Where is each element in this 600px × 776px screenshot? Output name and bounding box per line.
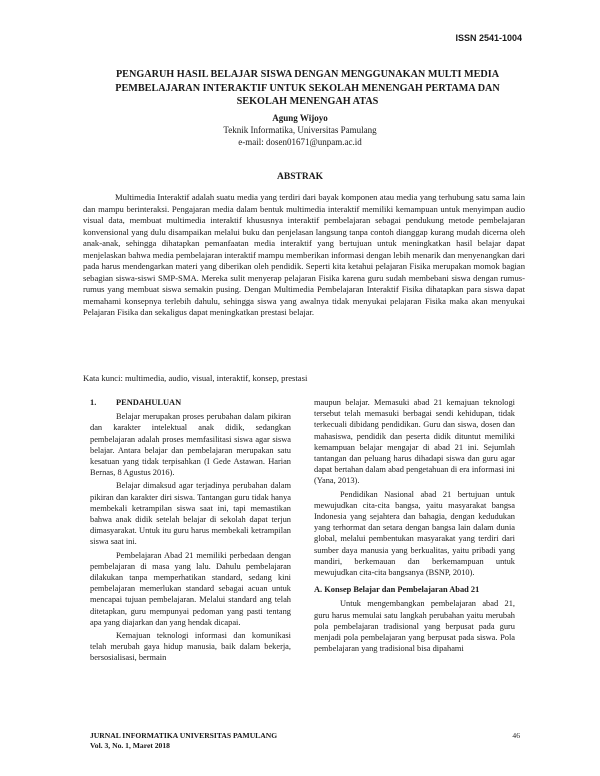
section-heading: [90, 397, 291, 408]
page-number: 46: [512, 731, 520, 740]
paragraph: Belajar merupakan proses perubahan dalam pikiran dan karakter intelektual anak didik, sedangkan pembelajaran adalah proses memfasilitasi siswa agar siswa belajar. Antara belajar dan pembelajaran merupakan satu kesatuan yang tidak terpisahkan (I Gede Astawan. Harian Bernas, 8 Agustus 2016).: [90, 412, 291, 478]
section-title: PENDAHULUAN: [116, 398, 182, 407]
journal-volume: Vol. 3, No. 1, Maret 2018: [90, 741, 170, 750]
left-column: [90, 397, 291, 666]
abstract-text: Multimedia Interaktif adalah suatu media yang terdiri dari bayak komponen atau media yang terhubung satu sama lain dan mampu berinteraksi. Pengajaran media dalam bentuk multimedia interaktif memiliki kemampuan untuk menyimpan audio visual data, membuat multimedia interaktif khususnya interaktif pembelajaran sebagai pendukung metode pembelajaran konvensional yang dulu disampaikan melalui buku dan penjelasan langsung tanpa contoh dianggap kurang mudah dicerna oleh anak-anak, sehingga dihatapkan pemanfaatan media interaktif yang bertujuan untuk meningkatkan hasil belajar dapat menjelaskan bahwa media pembelajaran interaktif mampu memberikan informasi dengan lebih menarik dan menyenangkan dari pada harus mendengarkan materi yang diberikan oleh pendidik. Seperti kita ketahui pelajaran Fisika merupakan momok bagian sebagian siswa-siswi SMP-SMA. Mereka sulit menyerap pelajaran Fisika karena guru sudah membebani siswa dengan rumus-rumus yang membuat siswa semakin pusing. Dengan Multimedia Pembelajaran Interaktif Fisika dihatapkan para siswa dapat memahami konsepnya terlebih dahulu, sehingga siswa yang awalnya tidak menyukai pelajaran Fisika maka akan menyukai Pelajaran Fisika dan sekaligus dapat meningkatkan prestasi belajar.: [83, 192, 525, 317]
paragraph-continued: maupun belajar. Memasuki abad 21 kemajuan teknologi tersebut telah memasuki berbagai sendi kehidupan, tidak terkecuali dibidang pendidikan. Guru dan siswa, dosen dan mahasiswa, pendidik dan peserta didik dituntut memiliki kemampuan belajar mengajar di abad 21 ini. Sejumlah tantangan dan peluang harus dihadapi siswa dan guru agar dapat bertahan dalam abad pengetahuan di era informasi ini (Yana, 2013).: [314, 398, 515, 486]
paragraph: Pendidikan Nasional abad 21 bertujuan untuk mewujudkan cita-cita bangsa, yaitu masyarakat bangsa Indonesia yang sejahtera dan bahagia, dengan kedudukan yang terhormat dan setara dengan bangsa lain dalam dunia global, melalui pembentukan masyarakat yang terdiri dari sumber daya manusia yang berkualitas, yaitu pribadi yang mandiri, berkemauan dan berkemampuan untuk mewujudkan cita-cita bangsanya (BSNP, 2010).: [314, 489, 515, 578]
journal-footer: [90, 731, 520, 751]
right-column: [314, 397, 515, 656]
paragraph: Kemajuan teknologi informasi dan komunikasi telah merubah gaya hidup manusia, baik dalam bekerja, bersosialisasi, bermain: [90, 631, 291, 663]
author-name: Agung Wijoyo: [272, 113, 328, 123]
paragraph: Untuk mengembangkan pembelajaran abad 21, guru harus memulai satu langkah perubahan yaitu merubah pola pembelajaran tradisional yang berpusat pada guru menjadi pola pembelajaran yang berpusat pada siswa. Pola pembelajaran yang tradisional bisa dipahami: [314, 599, 515, 654]
abstract-body: [83, 192, 525, 319]
paragraph: Pembelajaran Abad 21 memiliki perbedaan dengan pembelajaran di masa yang lalu. Dahulu pembelajaran dilakukan tanpa memperhatikan standard, sedang kini pembelajaran memerlukan standard sebagai acuan untuk mencapai tujuan pembelajaran. Melalui standard ang telah ditetapkan, guru mempunyai pedoman yang pasti tentang apa yang diajarkan dan yang hendak dicapai.: [90, 550, 291, 627]
abstract-heading: ABSTRAK: [277, 172, 323, 182]
issn-label: ISSN 2541-1004: [455, 33, 522, 43]
paragraph: Belajar dimaksud agar terjadinya perubahan dalam pikiran dan karakter diri siswa. Tantangan guru tidak hanya membekali ketrampilan siswa saat ini, tapi memastikan bahwa anak didik setelah belajar di sekolah dapat terjun dimasyarakat. Untuk itu guru harus membekali ketrampilan siswa saat ini.: [90, 481, 291, 547]
author-block: [150, 112, 450, 148]
keywords: Kata kunci: multimedia, audio, visual, interaktif, konsep, prestasi: [83, 373, 308, 383]
title-line-2: PEMBELAJARAN INTERAKTIF UNTUK SEKOLAH MENENGAH PERTAMA DAN: [115, 82, 500, 94]
journal-name: JURNAL INFORMATIKA UNIVERSITAS PAMULANG: [90, 731, 278, 740]
author-affiliation: Teknik Informatika, Universitas Pamulang: [223, 125, 377, 135]
section-number: 1.: [90, 398, 97, 407]
title-line-3: SEKOLAH MENENGAH ATAS: [236, 96, 379, 107]
author-email: e-mail: dosen01671@unpam.ac.id: [238, 137, 362, 147]
title-line-1: PENGARUH HASIL BELAJAR SISWA DENGAN MENGGUNAKAN MULTI MEDIA: [115, 69, 500, 80]
subsection-heading: A. Konsep Belajar dan Pembelajaran Abad 21: [314, 585, 480, 595]
paper-title: [95, 68, 520, 109]
